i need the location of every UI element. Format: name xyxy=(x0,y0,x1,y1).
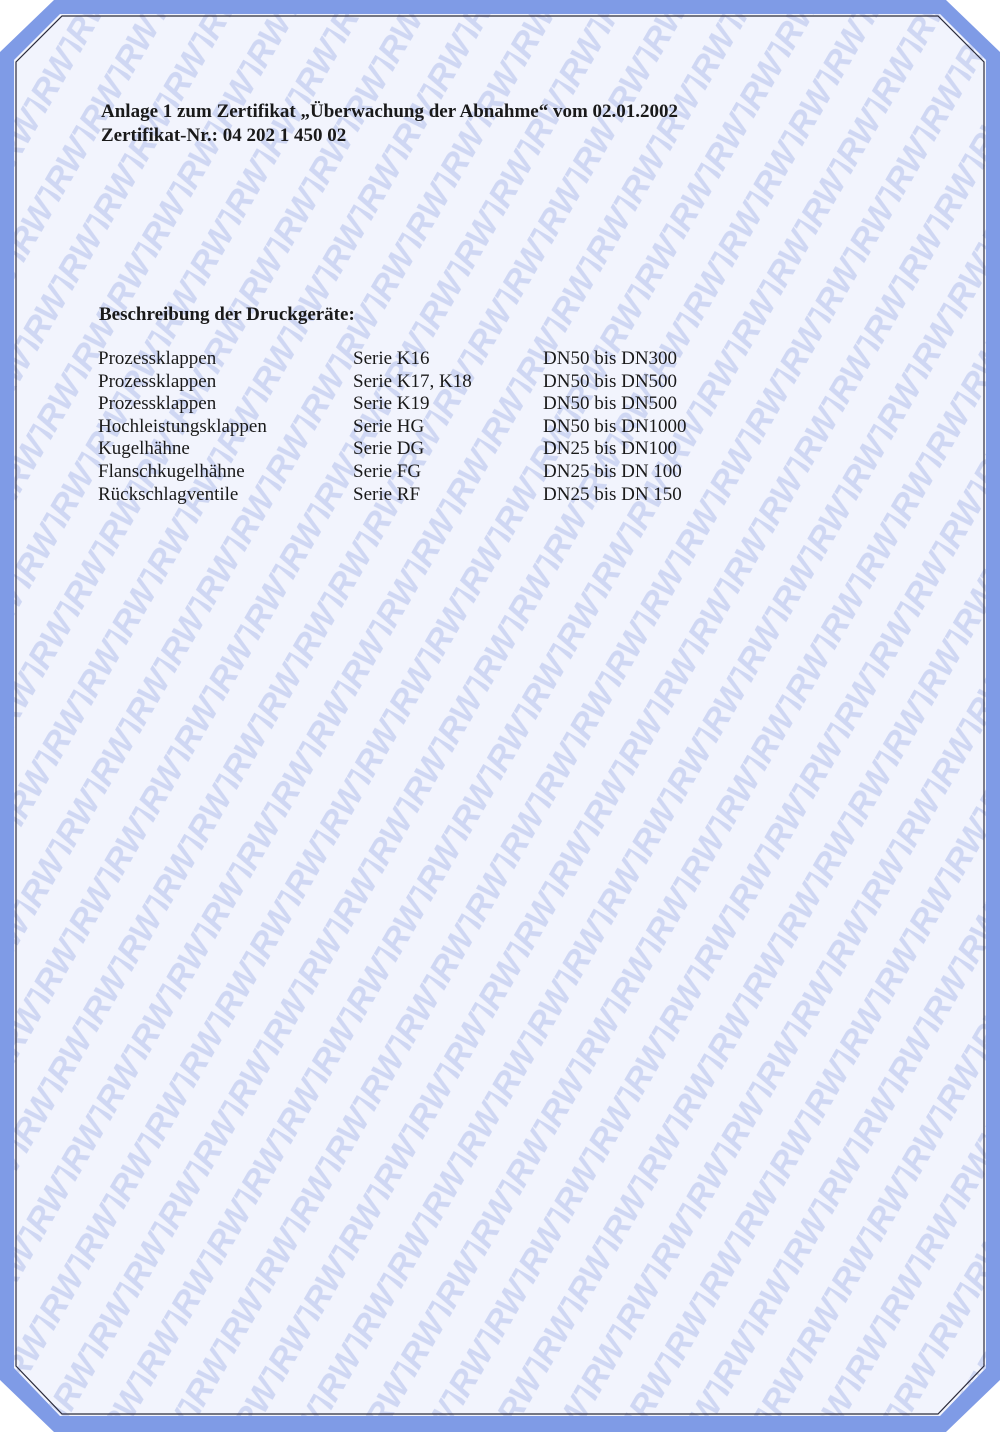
device-name: Prozessklappen xyxy=(98,393,217,415)
device-name: Kugelhähne xyxy=(98,438,190,460)
device-size-range: DN50 bis DN500 xyxy=(543,393,678,415)
device-series: Serie RF xyxy=(353,483,421,505)
device-series: Serie K19 xyxy=(353,393,430,415)
table-row xyxy=(98,416,743,439)
table-row xyxy=(98,348,743,371)
device-size-range: DN50 bis DN500 xyxy=(543,370,678,392)
device-size-range: DN25 bis DN 150 xyxy=(543,483,682,505)
device-series: Serie K17, K18 xyxy=(353,370,472,392)
device-series: Serie DG xyxy=(353,438,425,460)
device-size-range: DN25 bis DN 100 xyxy=(543,460,682,482)
document-header xyxy=(101,100,678,148)
table-row xyxy=(98,371,743,394)
device-series: Serie K16 xyxy=(353,348,430,369)
device-name: Prozessklappen xyxy=(98,348,217,369)
table-row xyxy=(98,484,743,507)
device-list-table xyxy=(98,348,743,506)
device-size-range: DN50 bis DN1000 xyxy=(543,415,687,437)
header-annex-title: Anlage 1 zum Zertifikat „Überwachung der Abnahme“ vom 02.01.2002 xyxy=(101,101,679,122)
device-series: Serie HG xyxy=(353,415,425,437)
device-name: Hochleistungsklappen xyxy=(98,415,267,437)
device-series: Serie FG xyxy=(353,460,422,482)
device-name: Prozessklappen xyxy=(98,370,217,392)
device-name: Flanschkugelhähne xyxy=(98,460,245,482)
section-heading: Beschreibung der Druckgeräte: xyxy=(99,304,355,325)
device-size-range: DN50 bis DN300 xyxy=(543,348,678,369)
table-row xyxy=(98,393,743,416)
device-name: Rückschlagventile xyxy=(98,483,239,505)
table-row xyxy=(98,461,743,484)
device-size-range: DN25 bis DN100 xyxy=(543,438,678,460)
table-row xyxy=(98,438,743,461)
header-certificate-number: Zertifikat-Nr.: 04 202 1 450 02 xyxy=(101,125,347,146)
